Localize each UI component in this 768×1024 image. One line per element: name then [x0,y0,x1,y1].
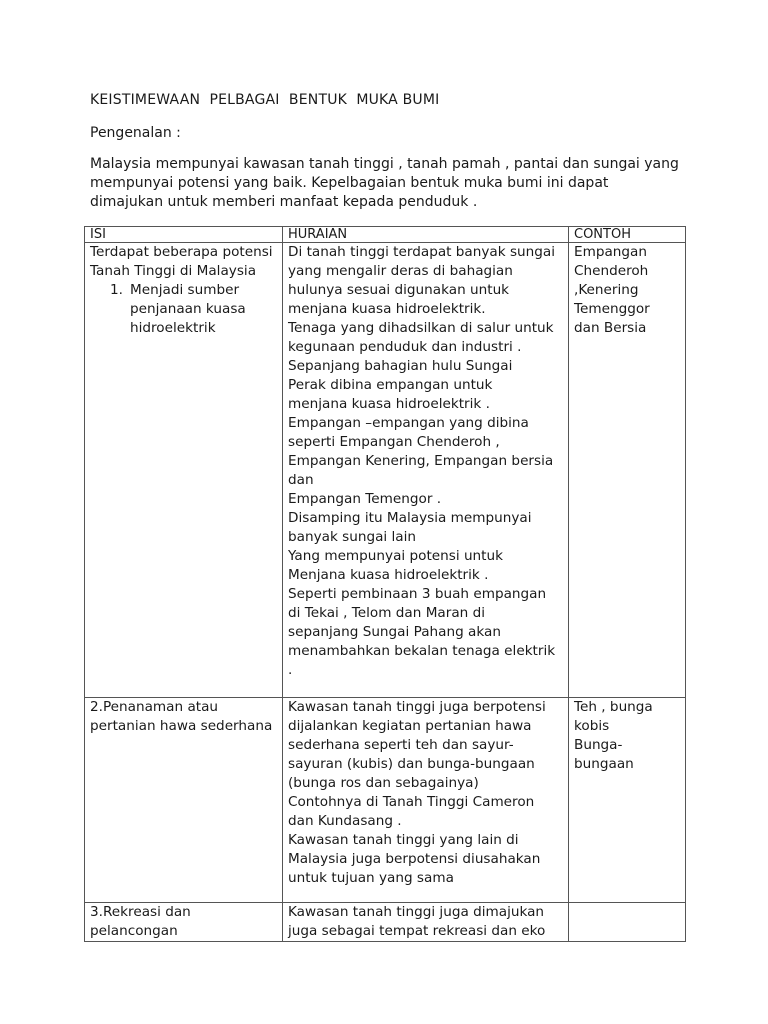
cell-huraian: Kawasan tanah tinggi juga berpotensi dijalankan kegiatan pertanian hawa sederhana seperti teh dan sayur- sayuran (kubis) dan bunga-bungaan (bunga ros dan sebagainya) Contohnya di Tanah Tinggi Cameron dan Kundasang . Kawasan tanah tinggi yang lain di Malaysia juga berpotensi diusahakan untuk tujuan yang sama [283,698,569,903]
table-row [85,243,686,698]
cell-contoh [569,903,686,942]
cell-huraian: Kawasan tanah tinggi juga dimajukan juga sebagai tempat rekreasi dan eko [283,903,569,942]
header-contoh: CONTOH [569,227,686,243]
header-huraian: HURAIAN [283,227,569,243]
document-title: KEISTIMEWAAN PELBAGAI BENTUK MUKA BUMI [90,92,440,108]
list-text: Menjadi sumber penjanaan kuasa hidroelektrik [130,282,246,336]
cell-contoh: Teh , bunga kobis Bunga- bungaan [569,698,686,903]
isi-text: Terdapat beberapa potensi Tanah Tinggi di Malaysia [90,244,273,279]
cell-isi: 3.Rekreasi dan pelancongan [85,903,283,942]
intro-paragraph: Malaysia mempunyai kawasan tanah tinggi , tanah pamah , pantai dan sungai yang mempunyai potensi yang baik. Kepelbagaian bentuk muka bumi ini dapat dimajukan untuk memberi manfaat kepada penduduk . [90,156,679,210]
table-row [85,698,686,903]
intro-label: Pengenalan : [90,125,181,141]
cell-isi [85,243,283,698]
isi-numbered-item [90,281,279,338]
cell-isi: 2.Penanaman atau pertanian hawa sederhana [85,698,283,903]
list-number: 1. [110,282,123,298]
table-header-row [85,227,686,243]
table-row [85,903,686,942]
cell-huraian: Di tanah tinggi terdapat banyak sungai yang mengalir deras di bahagian hulunya sesuai digunakan untuk menjana kuasa hidroelektrik. Tenaga yang dihadsilkan di salur untuk kegunaan penduduk dan industri . Sepanjang bahagian hulu Sungai Perak dibina empangan untuk menjana kuasa hidroelektrik . Empangan –empangan yang dibina seperti Empangan Chenderoh , Empangan Kenering, Empangan bersia dan Empangan Temengor . Disamping itu Malaysia mempunyai banyak sungai lain Yang mempunyai potensi untuk Menjana kuasa hidroelektrik . Seperti pembinaan 3 buah empangan di Tekai , Telom dan Maran di sepanjang Sungai Pahang akan menambahkan bekalan tenaga elektrik . [283,243,569,698]
cell-contoh: Empangan Chenderoh ,Kenering Temenggor dan Bersia [569,243,686,698]
content-table [84,226,686,942]
header-isi: ISI [85,227,283,243]
